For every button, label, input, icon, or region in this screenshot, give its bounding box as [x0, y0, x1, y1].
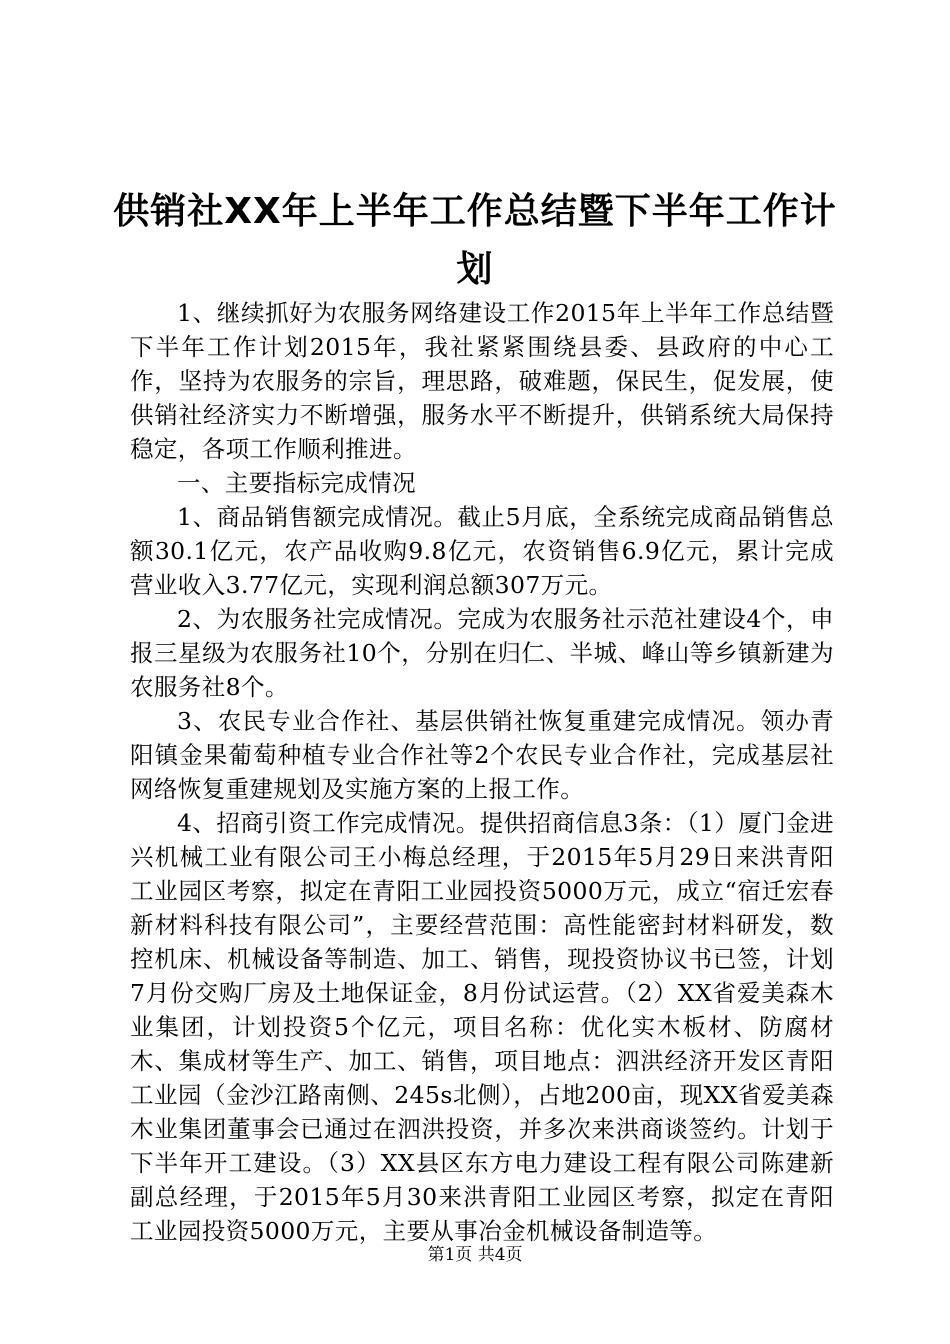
paragraph-investment: 4、招商引资工作完成情况。提供招商信息3条：（1）厦门金进兴机械工业有限公司王小梅总经理，于2015年5月29日来洪青阳工业园区考察，拟定在青阳工业园投资5000万元，成立“宿迁宏春新材料科技有限公司”，主要经营范围：高性能密封材料研发，数控机床、机械设备等制造、加工、销售，现投资协议书已签，计划7月份交购厂房及土地保证金，8月份试运营。（2）XX省爱美森木业集团，计划投资5个亿元，项目名称：优化实木板材、防腐材木、集成材等生产、加工、销售，项目地点：泗洪经济开发区青阳工业园（金沙江路南侧、245s北侧），占地200亩，现XX省爱美森木业集团董事会已通过在泗洪投资，并多次来洪商谈签约。计划于下半年开工建设。（3）XX县区东方电力建设工程有限公司陈建新副总经理，于2015年5月30来洪青阳工业园区考察，拟定在青阳工业园投资5000万元，主要从事冶金机械设备制造等。: [130, 809, 834, 1245]
document-body: [130, 296, 834, 1248]
paragraph-sales: 1、商品销售额完成情况。截止5月底，全系统完成商品销售总额30.1亿元，农产品收购9.8亿元，农资销售6.9亿元，累计完成营业收入3.77亿元，实现利润总额307万元。: [130, 503, 834, 599]
document-title-line-1: 供销社XX年上半年工作总结暨下半年工作计: [113, 191, 837, 232]
page-number-footer: 第1页 共4页: [427, 1245, 523, 1265]
section-heading-main-indicators: 一、主要指标完成情况: [177, 469, 416, 497]
document-title-line-2: 划: [456, 249, 494, 290]
paragraph-service-cooperatives: 2、为农服务社完成情况。完成为农服务社示范社建设4个，申报三星级为农服务社10个，分别在归仁、半城、峰山等乡镇新建为农服务社8个。: [130, 605, 834, 701]
paragraph-farmer-cooperatives: 3、农民专业合作社、基层供销社恢复重建完成情况。领办青阳镇金果葡萄种植专业合作社等2个农民专业合作社，完成基层社网络恢复重建规划及实施方案的上报工作。: [130, 707, 834, 803]
paragraph-intro: 1、继续抓好为农服务网络建设工作2015年上半年工作总结暨下半年工作计划2015年，我社紧紧围绕县委、县政府的中心工作，坚持为农服务的宗旨，理思路，破难题，保民生，促发展，使供销社经济实力不断增强，服务水平不断提升，供销系统大局保持稳定，各项工作顺利推进。: [130, 299, 834, 463]
